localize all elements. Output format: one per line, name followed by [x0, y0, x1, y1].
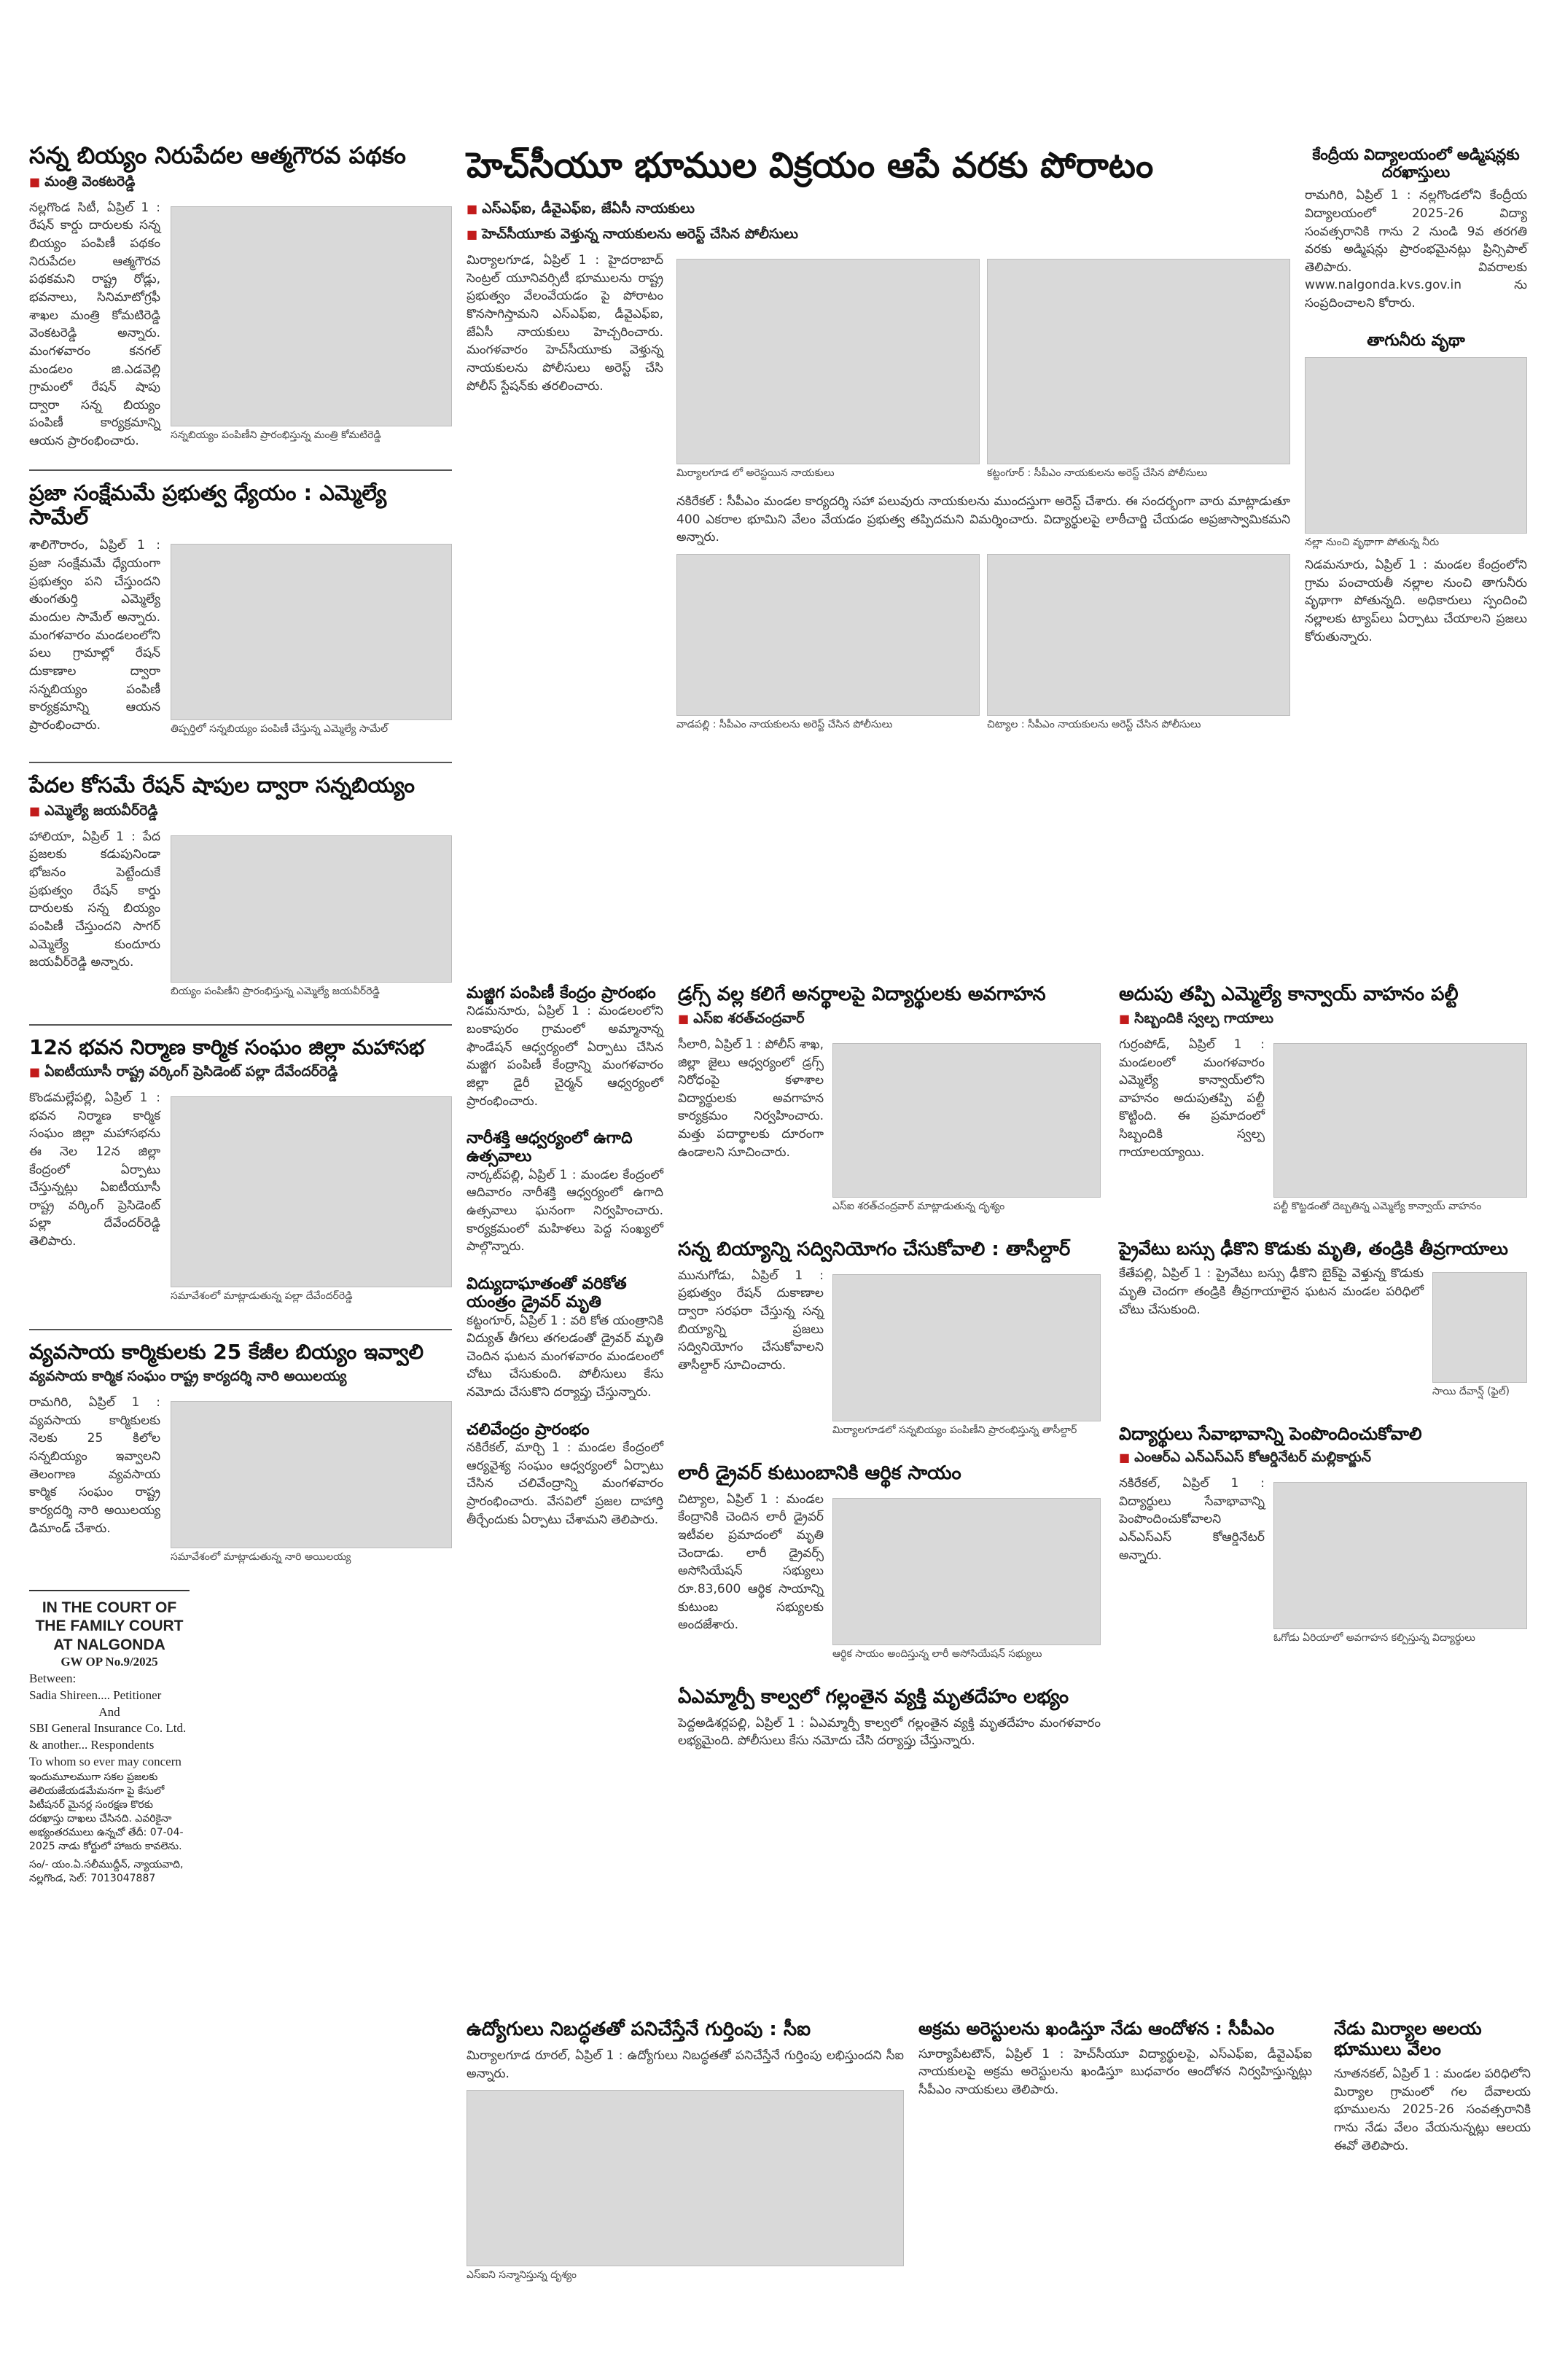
article-photo — [1273, 1043, 1527, 1198]
lead-story — [467, 146, 1290, 738]
headline: నారీశక్తి ఆధ్వర్యంలో ఉగాది ఉత్సవాలు — [467, 1129, 633, 1166]
article-photo — [832, 1043, 1101, 1198]
addressee: To whom so ever may concern — [29, 1755, 182, 1769]
middle-left-column — [467, 984, 663, 1548]
photo-caption: బియ్యం పంపిణీని ప్రారంభిస్తున్న ఎమ్మెల్యే జయవీర్‌రెడ్డి — [171, 985, 380, 997]
headline: అక్రమ అరెస్టులను ఖండిస్తూ నేడు ఆందోళన : సీపీఎం — [918, 2018, 1275, 2039]
lead-photo-1 — [676, 259, 980, 464]
headline: పేదల కోసమే రేషన్ షాపుల ద్వారా సన్నబియ్యం — [29, 773, 415, 798]
byline: ■ మంత్రి వెంకటరెడ్డి — [29, 173, 452, 193]
photo-caption: ఎస్ఐని సన్మానిస్తున్న దృశ్యం — [467, 2269, 577, 2282]
article-body: నూతనకల్, ఏప్రిల్ 1 : మండల పరిధిలోని మిర్యాల గ్రామంలో గల దేవాలయ భూములను 2025-26 సంవత్సరానికి గాను నేడు వేలం వేయనున్నట్లు ఆలయ ఈవో తెలిపారు. — [1334, 2067, 1531, 2153]
article-photo — [171, 206, 452, 426]
lead-photo-3 — [676, 554, 980, 716]
headline: వ్యవసాయ కార్మికులకు 25 కేజీల బియ్యం ఇవ్వాలి — [29, 1339, 424, 1364]
article-photo — [832, 1498, 1101, 1645]
photo-caption: నల్లా నుంచి వృథాగా పోతున్న నీరు — [1305, 537, 1440, 549]
article-photo — [467, 2090, 904, 2266]
article-kendriya-vidyalaya — [1305, 146, 1527, 313]
byline: ■ ఏఐటీయూసీ రాష్ట్ర వర్కింగ్ ప్రెసిడెంట్ పల్లా దేవేందర్‌రెడ్డి — [29, 1064, 452, 1083]
article-employees — [467, 2019, 904, 2289]
article-farm-workers — [29, 1341, 452, 1571]
article-convoy-accident — [1119, 984, 1527, 1220]
article-body: నకిరేకల్, ఏప్రిల్ 1 : విద్యార్థులు సేవాభావాన్ని పెంపొందించుకోవాలని ఎన్ఎస్ఎస్ కోఆర్డినేటర్ అన్నారు. — [1119, 1476, 1265, 1563]
article-body: సూర్యాపేటటౌన్, ఏప్రిల్ 1 : హెచ్‌సీయూ విద్యార్థులపై, ఎస్‌ఎఫ్‌ఐ, డీవైఎఫ్‌ఐ నాయకులపై అక్రమ అరెస్టులను ఖండిస్తూ బుధవారం ఆందోళన నిర్వహిస్తున్నట్లు సీపీఎం నాయకులు తెలిపారు. — [918, 2046, 1312, 2097]
article-body: రామగిరి, ఏప్రిల్ 1 : వ్యవసాయ కార్మికులకు నెలకు 25 కిలోల సన్నబియ్యం ఇవ్వాలని తెలంగాణ వ్యవసాయ కార్మిక సంఘం రాష్ట్ర కార్యదర్శి నారి అయిలయ్య డిమాండ్ చేశారు. — [29, 1395, 160, 1536]
article-bus-accident — [1119, 1239, 1527, 1406]
article-photo — [832, 1274, 1101, 1421]
headline: ఏఎమ్మార్పీ కాల్వలో గల్లంతైన వ్యక్తి మృతదేహం లభ్యం — [678, 1685, 1069, 1708]
article-body: నల్లగొండ సిటీ, ఏప్రిల్ 1 : రేషన్ కార్డు దారులకు సన్న బియ్యం పంపిణీ పథకం నిరుపేదల ఆత్మగౌరవ పథకమని రాష్ట్ర రోడ్లు, భవనాలు, సినిమాటోగ్రఫీ శాఖల మంత్రి కోమటిరెడ్డి వెంకటరెడ్డి అన్నారు. మంగళవారం కనగల్ మండలం జి.ఎడవెల్లి గ్రామంలో రేషన్ షాపు ద్వారా సన్న బియ్యం పంపిణీ కార్యక్రమాన్ని ఆయన ప్రారంభించారు. — [29, 200, 160, 449]
byline: ■ ఎంఆర్‌ఎ ఎన్ఎస్ఎస్ కోఆర్డినేటర్ మల్లికార్జున్ — [1119, 1449, 1527, 1469]
lead-headline: హెచ్‌సీయూ భూముల విక్రయం ఆపే వరకు పోరాటం — [467, 145, 1154, 186]
photo-caption: ఎస్ఐ శరత్‌చంద్ర‌వార్ మాట్లాడుతున్న దృశ్యం — [832, 1200, 1005, 1212]
headline: ప్రైవేటు బస్సు ఢీకొని కొడుకు మృతి, తండ్రికి తీవ్రగాయాలు — [1119, 1238, 1508, 1259]
article-temple-land — [1334, 2019, 1531, 2155]
article-lorry-driver — [678, 1463, 1101, 1668]
divider — [29, 1024, 452, 1026]
between-label: Between: — [29, 1671, 77, 1685]
article-body: గుర్రంపోడ్, ఏప్రిల్ 1 : మండలంలో మంగళవారం ఎమ్మెల్యే కాన్వాయ్‌లోని వాహనం అదుపుతప్పి పల్టీ కొట్టింది. ఈ ప్రమాదంలో సిబ్బందికి స్వల్ప గాయాలయ్యాయి. — [1119, 1037, 1265, 1160]
photo-caption: సమావేశంలో మాట్లాడుతున్న నారి అయిలయ్య — [171, 1551, 351, 1564]
headline: ప్రజా సంక్షేమమే ప్రభుత్వ ధ్యేయం : ఎమ్మెల్యే సామేల్ — [29, 480, 387, 530]
article-buttermilk — [467, 984, 663, 1110]
byline: ■ ఎమ్మెల్యే జయవీర్‌రెడ్డి — [29, 803, 452, 822]
article-ration-shops — [29, 773, 452, 1004]
headline: డ్రగ్స్ వల్ల కలిగే అనర్థాలపై విద్యార్థులకు అవగాహన — [678, 983, 1046, 1005]
article-body: చిట్యాల, ఏప్రిల్ 1 : మండల కేంద్రానికి చెందిన లారీ డ్రైవర్ ఇటీవల ప్రమాదంలో మృతి చెందాడు. లారీ డ్రైవర్స్ అసోసియేషన్ సభ్యులు రూ.83,600 ఆర్థిక సాయాన్ని కుటుంబ సభ్యులకు అందజేశారు. — [678, 1491, 824, 1633]
lead-sub-2: ■ హెచ్‌సీయూకు వెళ్తున్న నాయకులను అరెస్ట్ చేసిన పోలీసులు — [467, 226, 1290, 246]
headline: మజ్జిగ పంపిణీ కేంద్రం ప్రారంభం — [467, 984, 656, 1002]
respondents: SBI General Insurance Co. Ltd. & another... Respondents — [29, 1721, 187, 1752]
photo-caption: చిట్యాల : సీపీఎం నాయకులను అరెస్ట్ చేసిన పోలీసులు — [987, 719, 1201, 731]
petitioner: Sadia Shireen.... Petitioner — [29, 1688, 162, 1702]
article-body: మిర్యాలగూడ రూరల్, ఏప్రిల్ 1 : ఉద్యోగులు నిబద్ధతతో పనిచేస్తేనే గుర్తింపు లభిస్తుందని సీఐ అన్నారు. — [467, 2048, 904, 2081]
article-body: కొండమల్లేపల్లి, ఏప్రిల్ 1 : భవన నిర్మాణ కార్మిక సంఘం జిల్లా మహాసభను ఈ నెల 12న జిల్లా కేంద్రంలో ఏర్పాటు చేస్తున్నట్లు ఏఐటీయూసీ రాష్ట్ర వర్కింగ్ ప్రెసిడెంట్ పల్లా దేవేందర్‌రెడ్డి తెలిపారు. — [29, 1090, 160, 1249]
article-photo — [1273, 1482, 1527, 1629]
article-ugadi — [467, 1129, 663, 1256]
far-right-column — [1305, 146, 1527, 665]
article-body: హాలియా, ఏప్రిల్ 1 : పేద ప్రజలకు కడుపునిండా భోజనం పెట్టేందుకే ప్రభుత్వం రేషన్ కార్డు దారులకు సన్న బియ్యం పంపిణీ చేస్తుందని సాగర్ ఎమ్మెల్యే కుందూరు జయవీర్‌రెడ్డి అన్నారు. — [29, 829, 160, 970]
advocate-signature: సం/- యం.ఏ.సలీముద్దీన్, న్యాయవాది, నల్లగొండ, సెల్: 7013047887 — [29, 1858, 184, 1884]
article-body: శాలిగౌరారం, ఏప్రిల్ 1 : ప్రజా సంక్షేమమే ధ్యేయంగా ప్రభుత్వం పని చేస్తుందని తుంగతుర్తి ఎమ్మెల్యే మందుల సామేల్ అన్నారు. మంగళవారం మండలంలోని పలు గ్రామాల్లో రేషన్ దుకాణాల ద్వారా సన్నబియ్యం పంపిణీ కార్యక్రమాన్ని ఆయన ప్రారంభించారు. — [29, 538, 160, 733]
article-construction-workers — [29, 1036, 452, 1310]
article-body: నార్కట్‌పల్లి, ఏప్రిల్ 1 : మండల కేంద్రంలో ఆదివారం నారీశక్తి ఆధ్వర్యంలో ఉగాది ఉత్సవాలు ఘనంగా నిర్వహించారు. కార్యక్రమంలో మహిళలు పెద్ద సంఖ్యలో పాల్గొన్నారు. — [467, 1167, 663, 1255]
photo-caption: సాయి దేవాన్ష్ (ఫైల్) — [1432, 1386, 1510, 1398]
article-photo — [171, 1401, 452, 1548]
article-public-welfare — [29, 481, 452, 744]
and-label: And — [98, 1704, 120, 1719]
article-body: కేతేపల్లి, ఏప్రిల్ 1 : ప్రైవేటు బస్సు ఢీకొని బైక్‌పై వెళ్తున్న కొడుకు మృతి చెందగా తండ్రికి తీవ్రగాయాలైన ఘటన మండల పరిధిలో చోటు చేసుకుంది. — [1119, 1266, 1424, 1317]
article-photo — [1305, 357, 1527, 534]
article-photo — [171, 835, 452, 983]
photo-caption: ఓగోడు ఏరియాలో అవగాహన కల్పిస్తున్న విద్యార్థులు — [1273, 1632, 1475, 1644]
notice-body: ఇందుమూలముగా సకల ప్రజలకు తెలియజేయడమేమనగా పై కేసులో పిటీషనర్ మైనర్ల సంరక్షణ కొరకు దరఖాస్తు దాఖలు చేసినది. ఎవరికైనా అభ్యంతరములు ఉన్నచో తేదీ: 07-04-2025 నాడు కోర్టులో హాజరు కావలెను. — [29, 1771, 184, 1852]
article-photo — [171, 1096, 452, 1287]
photo-caption: సమావేశంలో మాట్లాడుతున్న పల్లా దేవేందర్‌రెడ్డి — [171, 1290, 353, 1302]
article-fine-rice — [29, 142, 452, 450]
byline: ■ ఎస్ఐ శరత్‌చంద్ర‌వార్ — [678, 1010, 1101, 1030]
article-water-waste — [1305, 332, 1527, 647]
photo-caption: పల్టీ కొట్టడంతో దెబ్బతిన్న ఎమ్మెల్యే కాన్వాయ్ వాహనం — [1273, 1200, 1482, 1212]
article-electrocution — [467, 1275, 663, 1402]
headline: లారీ డ్రైవర్ కుటుంబానికి ఆర్థిక సాయం — [678, 1462, 961, 1484]
article-service — [1119, 1424, 1527, 1652]
photo-caption: మిర్యాలగూడ లో అరెస్టయిన నాయకులు — [676, 467, 835, 480]
headline: సన్న బియ్యం నిరుపేదల ఆత్మగౌరవ పథకం — [29, 141, 406, 169]
photo-caption: ఆర్థిక సాయం అందిస్తున్న లారీ అసోసియేషన్ సభ్యులు — [832, 1647, 1042, 1660]
article-photo — [1432, 1272, 1527, 1383]
lead-sub-1: ■ ఎస్‌ఎఫ్‌ఐ, డీవైఎఫ్‌ఐ, జేఏసీ నాయకులు — [467, 200, 1290, 220]
court-notice — [29, 1590, 190, 1885]
headline: నేడు మిర్యాల అలయ భూములు వేలం — [1334, 2018, 1482, 2059]
article-body: పెద్దఅడిశర్లపల్లి, ఏప్రిల్ 1 : ఏఎమ్మార్పీ కాల్వలో గల్లంతైన వ్యక్తి మృతదేహం మంగళవారం లభ్యమైంది. పోలీసులు కేసు నమోదు చేసి దర్యాప్తు చేస్తున్నారు. — [678, 1715, 1101, 1749]
notice-title: IN THE COURT OF THE FAMILY COURT AT NALGONDA — [35, 1599, 184, 1653]
lead-photo-2 — [987, 259, 1290, 464]
left-column — [29, 142, 452, 1885]
article-cpm-protest — [918, 2019, 1312, 2099]
photo-caption: కట్టంగూర్ : సీపీఎం నాయకులను అరెస్ట్ చేసిన పోలీసులు — [987, 467, 1208, 480]
headline: విద్యార్థులు సేవాభావాన్ని పెంపొందించుకోవాలి — [1119, 1424, 1422, 1445]
article-amrp-canal — [678, 1687, 1101, 1750]
headline: విద్యుదాఘాతంతో వరికోత యంత్రం డ్రైవర్ మృతి — [467, 1274, 627, 1312]
lead-body-1: మిర్యాలగూడ, ఏప్రిల్ 1 : హైదరాబాద్ సెంట్రల్ యూనివర్సిటీ భూములను రాష్ట్ర ప్రభుత్వం వేలంవేయడం పై పోరాటం కొనసాగిస్తామని ఎస్‌ఎఫ్‌ఐ, డీవైఎఫ్‌ఐ, జేఏసీ నాయకులు హెచ్చరించారు. మంగళవారం హెచ్‌సీయూకు వెళ్తున్న నాయకులను పోలీసులు అరెస్ట్ చేసి పోలీస్ స్టేషన్‌కు తరలించారు. — [467, 253, 663, 394]
headline: తాగునీరు వృథా — [1367, 331, 1465, 350]
article-body: మునుగోడు, ఏప్రిల్ 1 : ప్రభుత్వం రేషన్ దుకాణాల ద్వారా సరఫరా చేస్తున్న సన్న బియ్యాన్ని ప్రజలు సద్వినియోగం చేసుకోవాలని తాసీల్దార్ సూచించారు. — [678, 1268, 824, 1373]
lead-body-2: నకిరేకల్ : సీపీఎం మండల కార్యదర్శి సహా పలువురు నాయకులను ముందస్తుగా అరెస్ట్ చేశారు. ఈ సందర్భంగా వారు మాట్లాడుతూ 400 ఎకరాల భూమిని వేలం వేయడం ప్రభుత్వ తప్పిదమని విమర్శించారు. విద్యార్థులపై లాఠీచార్జి చేయడం అప్రజాస్వామికమని అన్నారు. — [676, 494, 1290, 545]
article-body: సీలారి, ఏప్రిల్ 1 : పోలీస్ శాఖ, జిల్లా జైలు ఆధ్వర్యంలో డ్రగ్స్ నిరోధంపై కళాశాల విద్యార్థులకు అవగాహన కార్యక్రమం నిర్వహించారు. మత్తు పదార్థాలకు దూరంగా ఉండాలని సూచించారు. — [678, 1037, 824, 1160]
headline: అదుపు తప్పి ఎమ్మెల్యే కాన్వాయ్ వాహనం పల్టీ — [1119, 983, 1459, 1005]
lead-photo-4 — [987, 554, 1290, 716]
article-body: నిడమనూరు, ఏప్రిల్ 1 : మండల కేంద్రంలోని గ్రామ పంచాయతీ నల్లాల నుంచి తాగునీరు వృథాగా పోతున్నది. అధికారులు స్పందించి నల్లాలకు ట్యాప్‌లు ఏర్పాటు చేయాలని ప్రజలు కోరుతున్నారు. — [1305, 558, 1527, 644]
middle-center-column — [678, 984, 1101, 1769]
photo-caption: సన్నబియ్యం పంపిణీని ప్రారంభిస్తున్న మంత్రి కోమటిరెడ్డి — [171, 429, 381, 441]
headline: కేంద్రీయ విద్యాలయంలో అడ్మిషన్లకు దరఖాస్తులు — [1312, 146, 1520, 182]
byline: ■ సిబ్బందికి స్వల్ప గాయాలు — [1119, 1010, 1527, 1030]
divider — [29, 762, 452, 763]
right-column — [1119, 984, 1527, 1671]
article-body: రామగిరి, ఏప్రిల్ 1 : నల్లగొండలోని కేంద్రీయ విద్యాలయంలో 2025-26 విద్యా సంవత్సరానికి గాను 2 నుండి 9వ తరగతి వరకు అడ్మిషన్లు ప్రారంభమైనట్లు ప్రిన్సిపాల్ తెలిపారు. వివరాలకు www.nalgonda.kvs.gov.in ను సంప్రదించాలని కోరారు. — [1305, 188, 1527, 311]
divider — [29, 469, 452, 471]
headline: చలివేంద్రం ప్రారంభం — [467, 1420, 590, 1439]
article-drugs — [678, 984, 1101, 1220]
article-body: కట్టంగూర్, ఏప్రిల్ 1 : వరి కోత యంత్రానికి విద్యుత్ తీగలు తగలడంతో డ్రైవర్ మృతి చెందిన ఘటన మంగళవారం మండలంలో చోటు చేసుకుంది. పోలీసులు కేసు నమోదు చేసుకొని దర్యాప్తు చేస్తున్నారు. — [467, 1313, 663, 1400]
headline: సన్న బియ్యాన్ని సద్వినియోగం చేసుకోవాలి : తాసీల్దార్ — [678, 1238, 1071, 1260]
byline: వ్యవసాయ కార్మిక సంఘం రాష్ట్ర కార్యదర్శి నారి అయిలయ్య — [29, 1368, 347, 1385]
article-tahsildar — [678, 1239, 1101, 1444]
article-body: నకిరేకల్, మార్చి 1 : మండల కేంద్రంలో ఆర్యవైశ్య సంఘం ఆధ్వర్యంలో ఏర్పాటు చేసిన చలివేంద్రాన్ని మంగళవారం ప్రారంభించారు. వేసవిలో ప్రజల దాహార్తి తీర్చేందుకు ఏర్పాటు చేశామని తెలిపారు. — [467, 1440, 663, 1527]
photo-caption: వాడపల్లి : సీపీఎం నాయకులను అరెస్ట్ చేసిన పోలీసులు — [676, 719, 893, 731]
article-photo — [171, 544, 452, 720]
article-water-kiosk — [467, 1421, 663, 1529]
photo-caption: తిప్పర్తిలో సన్నబియ్యం పంపిణీ చేస్తున్న ఎమ్మెల్యే సామేల్ — [171, 723, 389, 736]
case-number: GW OP No.9/2025 — [61, 1654, 158, 1669]
photo-caption: మిర్యాలగూడలో సన్నబియ్యం పంపిణీని ప్రారంభిస్తున్న తాసీల్దార్ — [832, 1424, 1077, 1436]
headline: ఉద్యోగులు నిబద్ధతతో పనిచేస్తేనే గుర్తింపు : సీఐ — [467, 2018, 811, 2040]
article-body: నిడమనూరు, ఏప్రిల్ 1 : మండలంలోని బంకాపురం గ్రామంలో అమ్మానాన్న ఫౌండేషన్ ఆధ్వర్యంలో ఏర్పాటు చేసిన మజ్జిగ పంపిణీ కేంద్రాన్ని మంగళవారం జిల్లా డైరీ చైర్మన్ ఆధ్వర్యంలో ప్రారంభించారు. — [467, 1004, 663, 1109]
divider — [29, 1329, 452, 1330]
headline: 12న భవన నిర్మాణ కార్మిక సంఘం జిల్లా మహాసభ — [29, 1034, 425, 1059]
